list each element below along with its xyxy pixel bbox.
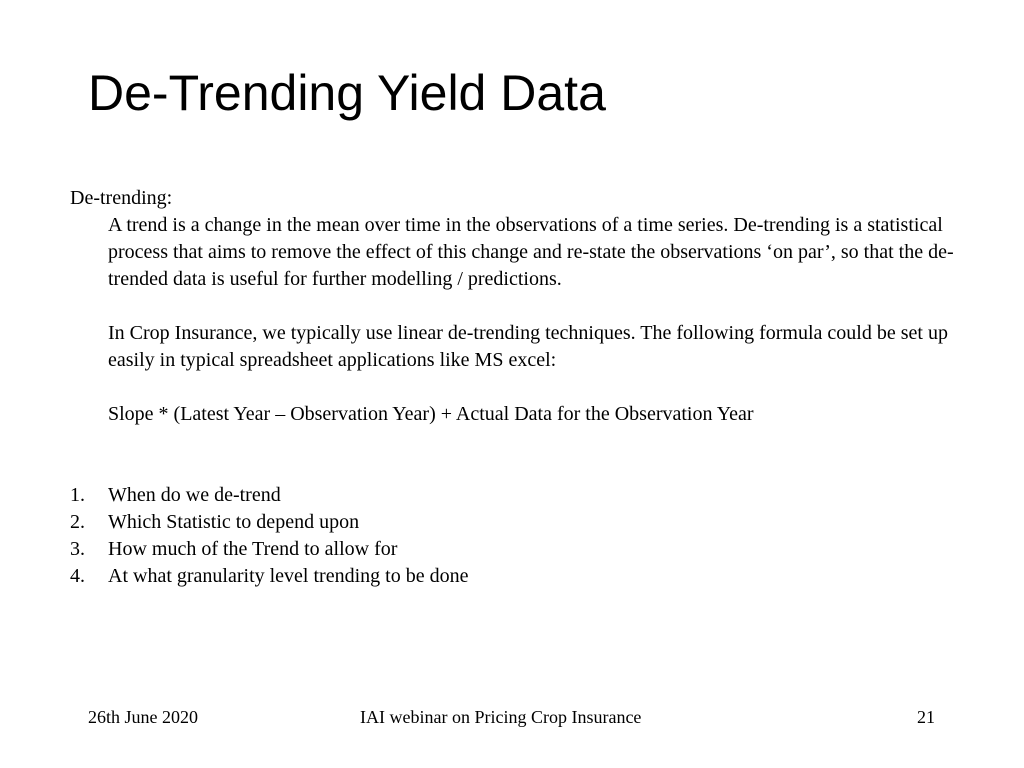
list-number: 3. — [70, 538, 85, 560]
section-heading: De-trending: — [70, 187, 173, 209]
footer-title: IAI webinar on Pricing Crop Insurance — [360, 707, 642, 727]
list-item — [70, 509, 990, 536]
slide-body — [70, 185, 990, 590]
slide-title: De-Trending Yield Data — [88, 65, 606, 121]
list-text: Which Statistic to depend upon — [108, 511, 360, 533]
list-text: How much of the Trend to allow for — [108, 538, 398, 560]
list-text: When do we de-trend — [108, 484, 281, 506]
paragraph-technique: In Crop Insurance, we typically use linear de-trending techniques. The following formula could be set up easily in typical spreadsheet applications like MS excel: — [108, 322, 948, 371]
list-item — [70, 482, 990, 509]
paragraph-definition: A trend is a change in the mean over time in the observations of a time series. De-trending is a statistical process that aims to remove the effect of this change and re-state the observations ‘on par’, so that the de-trended data is useful for further modelling / predictions. — [108, 214, 954, 290]
list-number: 1. — [70, 484, 85, 506]
spacer — [70, 428, 990, 482]
footer-date: 26th June 2020 — [88, 707, 198, 727]
list-text: At what granularity level trending to be done — [108, 565, 469, 587]
list-number: 2. — [70, 511, 85, 533]
list-item — [70, 536, 990, 563]
list-number: 4. — [70, 565, 85, 587]
spacer — [70, 374, 990, 401]
question-list — [70, 482, 990, 590]
list-item — [70, 563, 990, 590]
formula: Slope * (Latest Year – Observation Year) + Actual Data for the Observation Year — [108, 403, 754, 425]
page-number: 21 — [917, 707, 935, 727]
spacer — [70, 293, 990, 320]
